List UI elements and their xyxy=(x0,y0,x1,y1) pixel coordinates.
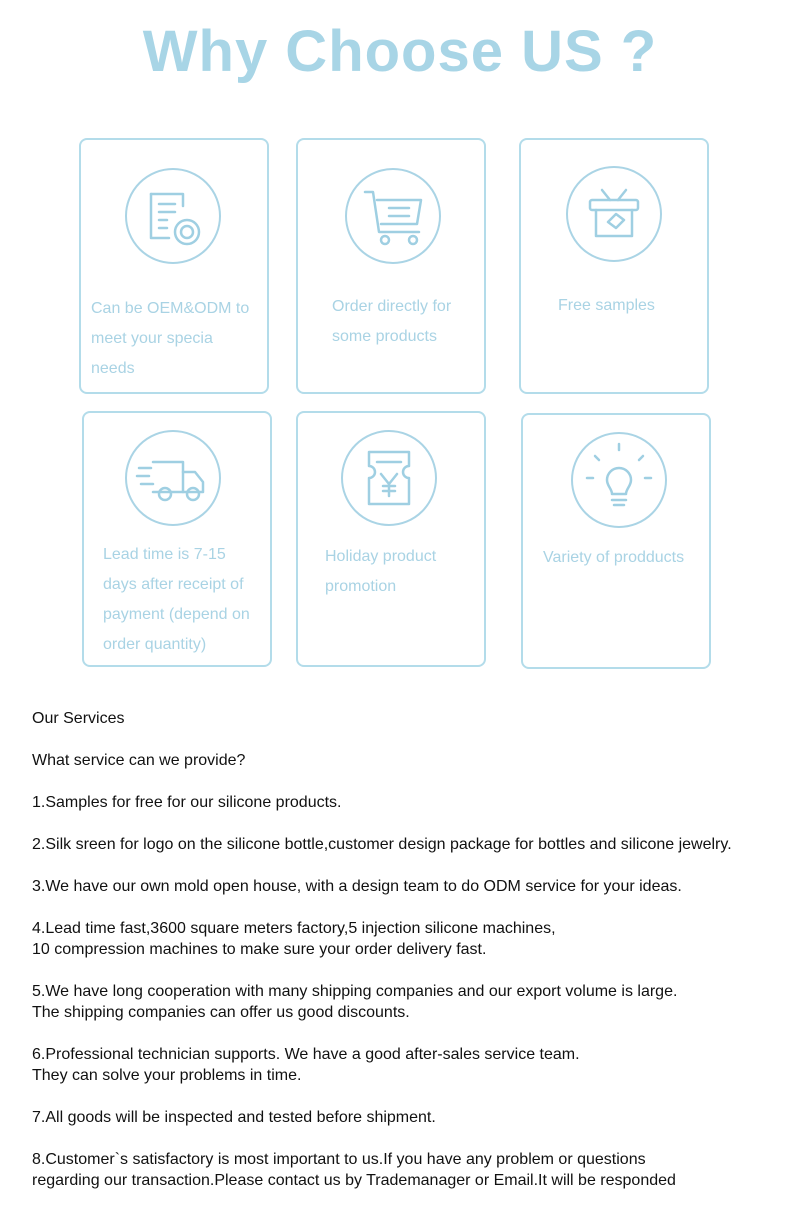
icon-circle xyxy=(566,166,662,262)
icon-circle xyxy=(125,168,221,264)
feature-card-holiday-promotion xyxy=(296,411,486,667)
gift-basket-icon xyxy=(568,168,660,260)
services-section xyxy=(32,708,792,1212)
feature-text: Holiday product promotion xyxy=(325,548,437,595)
feature-text: Order directly for some products xyxy=(332,298,452,345)
feature-text: Variety of prodducts xyxy=(543,549,685,566)
icon-circle xyxy=(125,430,221,526)
feature-card-free-samples xyxy=(519,138,709,394)
delivery-truck-icon xyxy=(127,432,219,524)
service-item: 3.We have our own mold open house, with a design team to do ODM service for your ideas. xyxy=(32,878,682,895)
feature-card-variety xyxy=(521,413,711,669)
icon-circle xyxy=(341,430,437,526)
services-heading: Our Services xyxy=(32,710,125,727)
document-gear-icon xyxy=(127,170,219,262)
page-title: Why Choose US ? xyxy=(142,19,658,84)
light-bulb-icon xyxy=(573,434,665,526)
service-item: 8.Customer`s satisfactory is most important to us.If you have any problem or questions regarding our transaction.Please contact us by Trademanager or Email.It will be responded xyxy=(32,1151,676,1189)
service-item: 5.We have long cooperation with many shipping companies and our export volume is large. The shipping companies can offer us good discounts. xyxy=(32,983,678,1021)
shopping-cart-icon xyxy=(347,170,439,262)
service-item: 7.All goods will be inspected and tested before shipment. xyxy=(32,1109,436,1126)
icon-circle xyxy=(571,432,667,528)
service-item: 1.Samples for free for our silicone products. xyxy=(32,794,342,811)
services-question: What service can we provide? xyxy=(32,752,246,769)
feature-card-lead-time xyxy=(82,411,272,667)
feature-text: Can be OEM&ODM to meet your specia needs xyxy=(91,300,250,377)
icon-circle xyxy=(345,168,441,264)
service-item: 6.Professional technician supports. We have a good after-sales service team. They can solve your problems in time. xyxy=(32,1046,580,1084)
feature-text: Lead time is 7-15 days after receipt of payment (depend on order quantity) xyxy=(103,546,250,653)
feature-card-oem-odm xyxy=(79,138,269,394)
feature-text: Free samples xyxy=(558,297,655,314)
service-item: 4.Lead time fast,3600 square meters factory,5 injection silicone machines, 10 compression machines to make sure your order delivery fast. xyxy=(32,920,556,958)
feature-card-order-directly xyxy=(296,138,486,394)
yen-coupon-icon xyxy=(343,432,435,524)
service-item: 2.Silk sreen for logo on the silicone bottle,customer design package for bottles and silicone jewelry. xyxy=(32,836,732,853)
